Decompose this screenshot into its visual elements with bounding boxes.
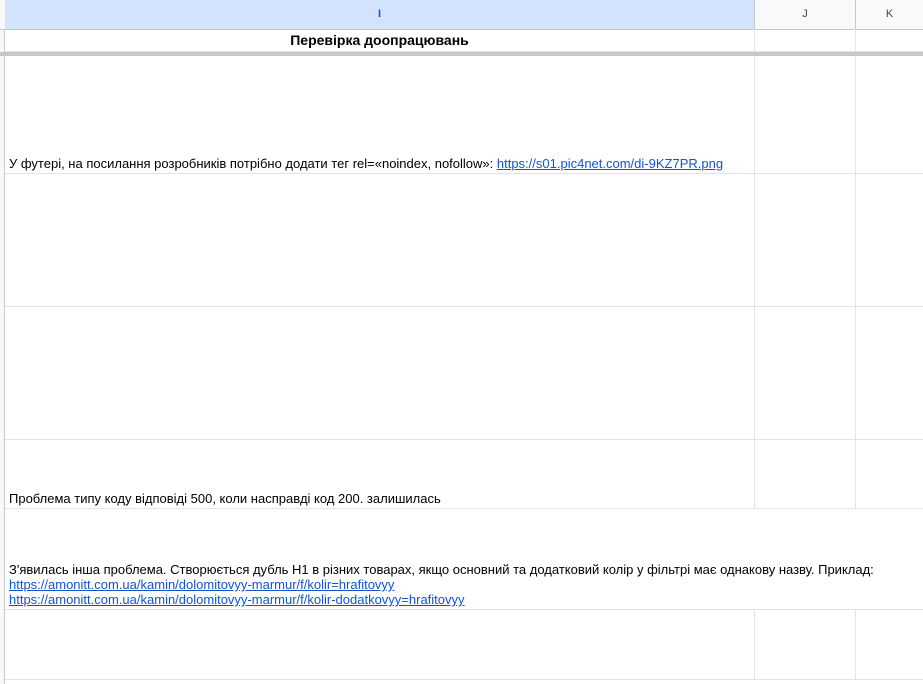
section-title: Перевірка доопрацювань	[290, 32, 469, 48]
cell-i[interactable]	[5, 56, 755, 173]
cell-j[interactable]	[755, 509, 856, 609]
column-header-i[interactable]: I	[5, 0, 755, 29]
cell-j[interactable]	[755, 440, 856, 508]
table-row	[5, 307, 923, 440]
cell-k[interactable]	[856, 509, 923, 609]
example-link-2[interactable]: https://amonitt.com.ua/kamin/dolomitovyy-marmur/f/kolir-dodatkovyy=hrafitovyy	[9, 592, 465, 607]
cell-j[interactable]	[755, 174, 856, 306]
table-row	[5, 56, 923, 174]
duplicate-h1-text: З'явилась інша проблема. Створюється дубль Н1 в різних товарах, якщо основний та додатковий колір у фільтрі має однакову назву. Приклад:	[9, 562, 874, 577]
example-link-1[interactable]: https://amonitt.com.ua/kamin/dolomitovyy-marmur/f/kolir=hrafitovyy	[9, 577, 395, 592]
table-row	[5, 174, 923, 307]
cell-i[interactable]	[5, 174, 755, 306]
cell-j[interactable]	[755, 29, 856, 51]
cell-text	[9, 156, 750, 171]
cell-i[interactable]	[5, 610, 755, 679]
cell-j[interactable]	[755, 307, 856, 439]
cell-i[interactable]	[5, 440, 755, 508]
cell-text	[9, 562, 874, 607]
cell-k[interactable]	[856, 174, 923, 306]
column-header-row	[0, 0, 923, 30]
cell-i[interactable]	[5, 509, 874, 609]
cell-k[interactable]	[856, 307, 923, 439]
table-row	[5, 610, 923, 680]
screenshot-link[interactable]: https://s01.pic4net.com/di-9KZ7PR.png	[496, 156, 724, 171]
column-header-k[interactable]: K	[885, 8, 894, 20]
status-500-text: Проблема типу коду відповіді 500, коли насправді код 200. залишилась	[9, 491, 441, 506]
cell-i-title[interactable]	[5, 29, 755, 51]
cell-k[interactable]	[856, 56, 923, 173]
column-header-j[interactable]: J	[755, 0, 856, 29]
cell-j[interactable]	[755, 610, 856, 679]
table-row	[5, 29, 923, 52]
cell-j[interactable]	[755, 56, 856, 173]
cell-k[interactable]	[856, 29, 923, 51]
cell-k[interactable]	[856, 610, 923, 679]
cell-k[interactable]	[856, 440, 923, 508]
table-row	[5, 509, 923, 610]
table-row	[5, 440, 923, 509]
cell-i[interactable]	[5, 307, 755, 439]
footer-note-text: У футері, на посилання розробників потрібно додати тег rel=«noindex, nofollow»:	[9, 156, 497, 171]
